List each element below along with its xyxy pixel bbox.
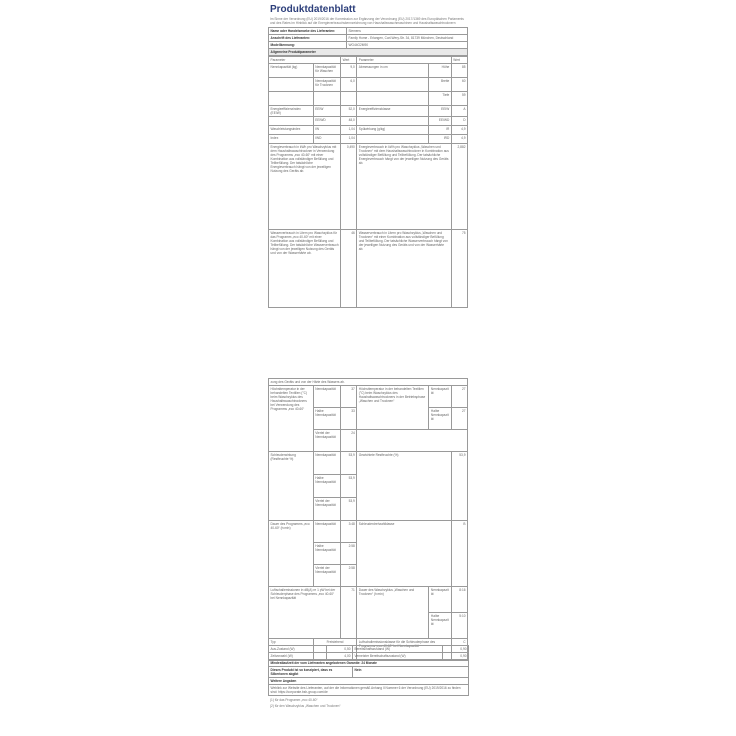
off-mode-label: Aus-Zustand (W) [269,646,327,653]
param-sub-2: IRD [429,135,451,144]
spin-value-2b: 53,9 [341,475,357,498]
param-sub-2: Breite [429,78,451,92]
param-sub: IWD [313,135,340,144]
energy-value-2: 2,882 [451,144,467,230]
noise-label-2: Dauer des Waschzyklus „Waschen und Trocknen“ (h:min) [357,587,429,639]
param-name-2: Spülwirkung (g/kg) [357,126,429,135]
header-value-2: Wert [451,57,467,64]
param-name-2: Energieeffizienzklasse [357,106,429,117]
duration-value-2b: 2:58 [341,543,357,565]
temp-sub-2: Halbe Nennkapazität [313,408,340,430]
noise2-sub-2: Halbe Nennkapazität [429,613,451,639]
temp-label-2: Höchsttemperatur in der behandelten Textilien (°C) beim Waschzyklus des Haushaltswaschtrockners in der Betriebsphase „Waschen und Trocknen“ [357,386,429,430]
param-name-2 [357,117,429,126]
type-label-2: Luftschallemissionsklasse für die Schleuderphase des Programms „eco 40-60“ bei Nennkapazität [357,639,452,661]
header-parameter: Parameter [269,57,341,64]
temp2-value-1: 27 [451,386,467,408]
temp-value-2: 33 [341,408,357,430]
model-value: WG44G2M90 [347,42,468,49]
noise2-sub-1: Nennkapazität [429,587,451,613]
param-value-2: 4,9 [451,126,467,135]
noise-value: 71 [341,587,357,639]
param-sub: EEIWD [313,117,340,126]
spin-value-3: 53,9 [341,498,357,521]
param-sub-2: IR [429,126,451,135]
param-value: 1,04 [341,135,357,144]
product-data-sheet [268,4,468,661]
temp-label: Höchsttemperatur in der behandelten Textilien (°C) beim Waschzyklus des Haushaltswaschtrockners bei Verwendung des Programms „eco 40-60“ [269,386,314,452]
param-name: Nennkapazität (kg) [269,64,314,78]
spin-label-2: Gewichtete Restfeuchte (%) [357,452,452,521]
duration-value-2: B [451,521,467,587]
spin-sub-2: Halbe Nennkapazität [313,475,340,498]
param-name-2 [357,78,429,92]
warranty-text: Mindestlaufzeit der vom Lieferanten angebotenen Garantie: 24 Monate [269,660,469,667]
temp-sub-1: Nennkapazität [313,386,340,408]
param-sub-2: EEIWD [429,117,451,126]
energy-label: Energieverbrauch in kWh pro Waschzyklus mit dem Haushaltswaschtrockner in Verwendung des Programms „eco 40-60“ mit einer Kombination aus vollständiger Befüllung und Teilbefüllung. Der tatsächliche Energieverbrauch hängt von der jeweiligen Nutzung des Geräts ab. [269,144,341,230]
temp2-sub-1: Nennkapazität [429,386,451,408]
header-value: Wert [341,57,357,64]
parameter-row [269,117,468,126]
param-name: Index [269,135,314,144]
temp-value-3: 24 [341,430,357,452]
parameter-row [269,135,468,144]
model-label: Modellkennung: [269,42,347,49]
param-value-2: D [451,117,467,126]
water-label-2: Wasserverbrauch in Litern pro Waschzyklus „Waschen und Trocknen“ mit einer Kombination aus vollständiger Befüllung und Teilbefüllung. Der tatsächliche Wasserverbrauch hängt von der jeweiligen Nutzung des Geräts und von der Wasserhärte ab. [357,230,452,308]
param-name [269,92,314,106]
parameter-row [269,78,468,92]
param-value [341,92,357,106]
param-sub-2: EEIW [429,106,451,117]
param-sub [313,92,340,106]
more-info-text: Weblink zur Website des Lieferanten, auf der die Informationen gemäß Anhang II Nummer 6 der Verordnung (EU) 2019/2016 zu finden sind: https://corporate.bsh-group.com/de [269,685,469,696]
duration-sub-1: Nennkapazität [313,521,340,543]
param-value-2: A [451,106,467,117]
param-sub: Nennkapazität für Trocknen [313,78,340,92]
page-gap [268,308,468,378]
sheet-title: Produktdatenblatt [270,4,356,15]
sheet-page-2 [268,645,468,708]
param-value: 1,04 [341,126,357,135]
parameter-row [269,126,468,135]
duration-value-3: 2:58 [341,565,357,587]
power-table [268,645,469,696]
water-label: Wasserverbrauch in Litern pro Waschzyklus für das Programm „eco 40-60“ mit einer Kombination aus vollständiger Befüllung und Teilbefüllung. Der tatsächliche Wasserverbrauch hängt von der jeweiligen Nutzung des Geräts und von der Wasserhärte ab. [269,230,341,308]
supplier-name-label: Name oder Handelsmarke des Lieferanten: [269,28,347,35]
duration-sub-3: Viertel der Nennkapazität [313,565,340,587]
temp2-value-2: 27 [451,408,467,430]
spin-sub-3: Viertel der Nennkapazität [313,498,340,521]
spin-value-1: 53,9 [341,452,357,475]
param-value-2: 85 [451,64,467,78]
spin-value-2: 53,9 [451,452,467,521]
param-value-2: 4,9 [451,135,467,144]
duration-sub-2: Halbe Nennkapazität [313,543,340,565]
footnote-2: (2) für den Waschzyklus „Waschen und Trocknen“ [270,704,341,708]
param-value-2: 59 [451,92,467,106]
param-sub: Nennkapazität für Waschen [313,64,340,78]
duration-label-2: Schleuderdrehzahlklasse [357,521,452,587]
networked-standby-label: Vernetzter Bereitschaftszustand (W) [353,653,443,660]
parameter-table [268,56,468,308]
networked-standby-value: 0,90 [443,653,469,660]
noise2-value-1: 8:16 [451,587,467,613]
param-name: Energieeffizienzindex (EEIW) [269,106,314,117]
type-value: Freistehend [313,639,357,661]
water-value: 46 [341,230,357,308]
temp-sub-3: Viertel der Nennkapazität [313,430,340,452]
supplier-address-label: Anschrift des Lieferanten: [269,35,347,42]
header-parameter-2: Parameter [357,57,452,64]
param-sub-2: Tiefe [429,92,451,106]
footnote-1: (1) für das Programm „eco 40-60“ [270,698,318,702]
param-name [269,78,314,92]
param-name [269,117,314,126]
duration-label: Dauer des Programms „eco 40-60“ (h:min) [269,521,314,587]
off-mode-value: 0,50 [327,646,353,653]
type-value-2: C [451,639,467,661]
param-sub-2: Höhe [429,64,451,78]
parameter-table-continued [268,378,468,661]
supplier-address-value: Family Home - Erlangen, Carl-Wery-Str. 34, 81739 München, Deutschland [347,35,468,42]
type-label: Typ [269,639,314,661]
noise-label: Luftschallemissionen in dB(A) re 1 pW bei der Schleuderphase des Programms „eco 40-60“ bei Nennkapazität [269,587,341,639]
param-value: 52,0 [341,106,357,117]
param-name: Waschleistungsindex [269,126,314,135]
silver-ion-value: Nein [353,667,469,678]
duration-value-1: 3:48 [341,521,357,543]
energy-value: 0,490 [341,144,357,230]
section-general: Allgemeine Produktparameter [269,49,468,56]
param-sub: EEIW [313,106,340,117]
silver-ion-label: Dieses Produkt ist so konzipiert, dass es Silberionen abgibt [269,667,353,678]
supplier-table [268,27,468,56]
delay-start-label: Zeitvorwahl (W) [269,653,327,660]
param-name-2 [357,135,429,144]
spin-label: Schleuderwirkung (Restfeuchte %) [269,452,314,521]
param-sub: IW [313,126,340,135]
temp2-sub-2: Halbe Nennkapazität [429,408,451,430]
parameter-row [269,106,468,117]
energy-label-2: Energieverbrauch in kWh pro Waschzyklus „Waschen und Trocknen“ mit dem Haushaltswaschtrockner in Kombination aus vollständiger Befüllung und Teilbefüllung. Der tatsächliche Energieverbrauch hängt von der jeweiligen Nutzung des Geräts ab. [357,144,452,230]
spin-sub-1: Nennkapazität [313,452,340,475]
param-value: 9,0 [341,64,357,78]
param-value: 48,0 [341,117,357,126]
water-value-2: 75 [451,230,467,308]
sheet-intro: Im Sinne der Verordnung (EU) 2019/2016 der Kommission zur Ergänzung der Verordnung (EU) 2017/1369 des Europäischen Parlaments und des Rates im Hinblick auf die Energieverbrauchskennzeichnung von Haushaltswaschmaschinen und Haushaltswaschtrocknern [270,17,464,25]
carryover-text: zung des Geräts und von der Härte des Wassers ab. [269,379,468,386]
parameter-row [269,64,468,78]
standby-value: 0,90 [443,646,469,653]
parameter-row [269,92,468,106]
more-info-label: Weitere Angaben [269,678,469,685]
noise2-value-2: 5:10 [451,613,467,639]
standby-label: Bereitschaftszustand (W) [353,646,443,653]
supplier-name-value: Siemens [347,28,468,35]
param-name-2: Abmessungen in cm [357,64,429,78]
temp-value-1: 37 [341,386,357,408]
param-name-2 [357,92,429,106]
delay-start-value: 4,00 [327,653,353,660]
param-value: 6,0 [341,78,357,92]
param-value-2: 60 [451,78,467,92]
